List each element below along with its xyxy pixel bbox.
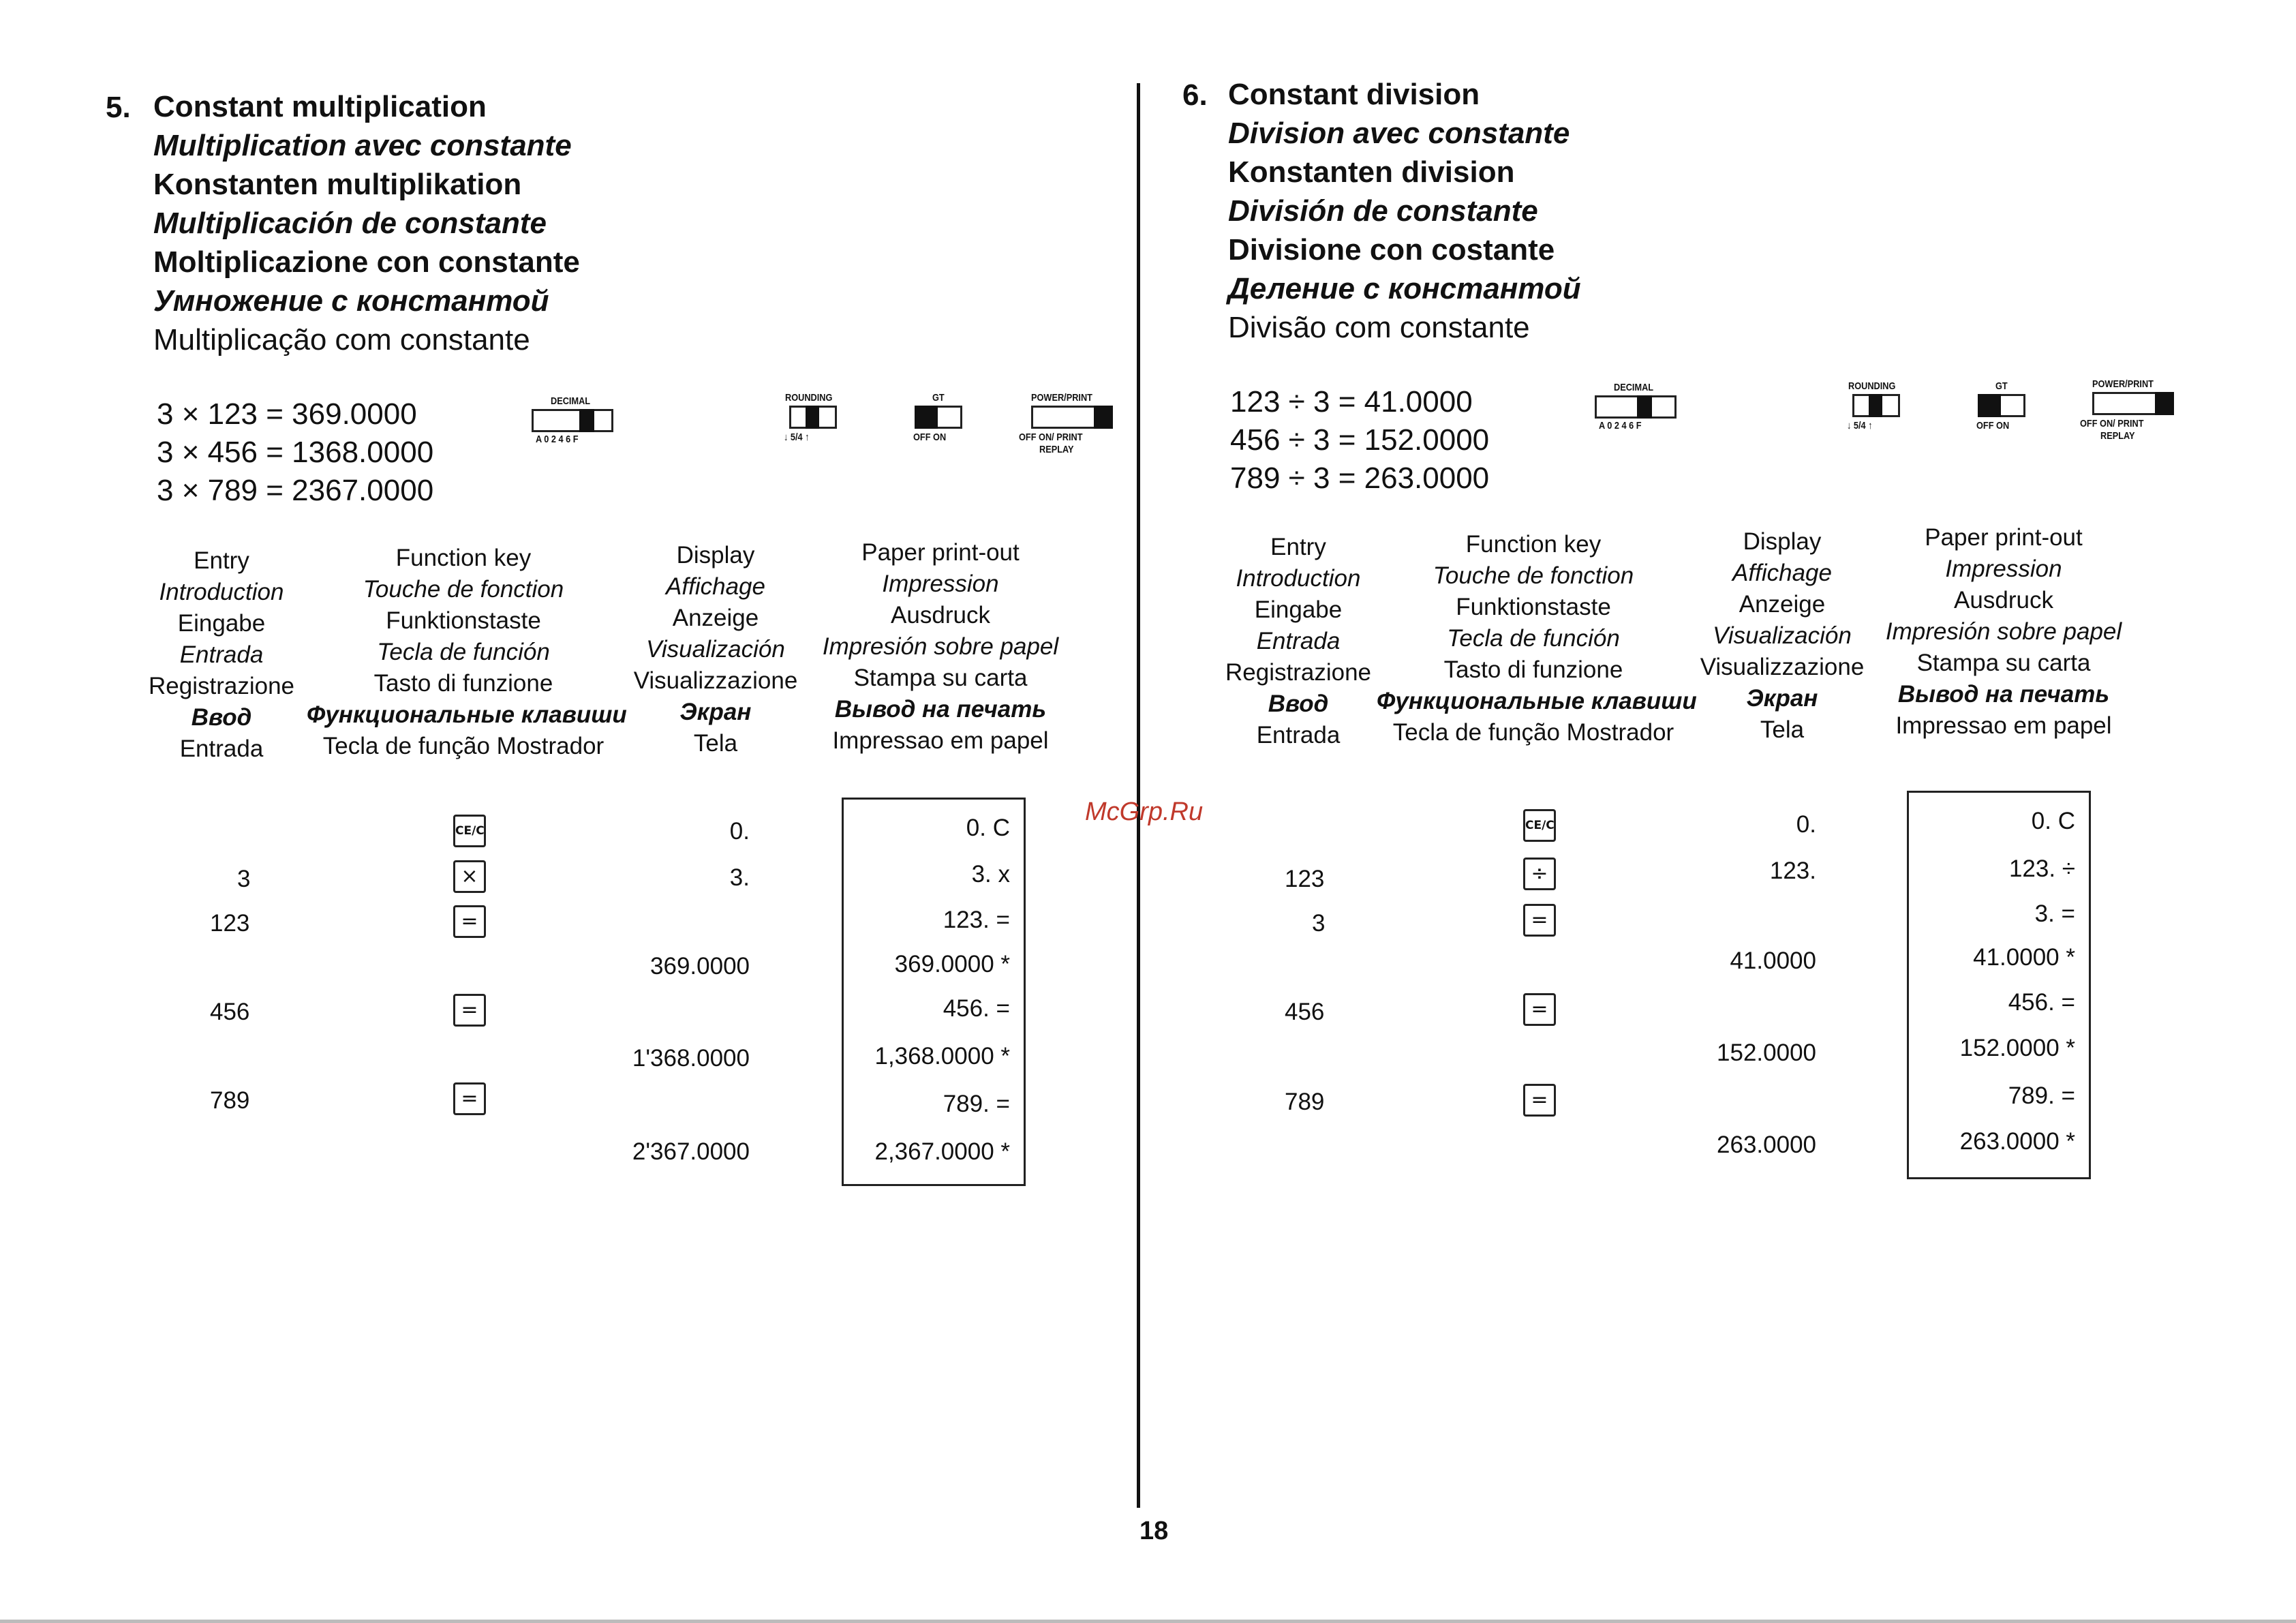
display-value: 0. [729,818,750,845]
paper-tape [842,798,1026,1186]
tape-line: 456. = [2008,989,2075,1016]
header-text: Ввод [1268,691,1329,717]
title-ru: Деление с константой [1228,272,1581,305]
header-text: Visualizzazione [1700,654,1865,680]
equals-key: = [1523,1084,1556,1117]
header-text: Display [1743,528,1822,555]
header-text: Impresión sobre papel [1885,618,2122,645]
equation: 123 ÷ 3 = 41.0000 [1230,385,1473,419]
tape-line: 0. C [966,815,1010,841]
header-text: Visualización [1713,622,1852,649]
display-value: 152.0000 [1717,1040,1816,1066]
tape-line: 1,368.0000 * [874,1043,1010,1070]
header-text: Anzeige [672,605,759,631]
header-text: Stampa su carta [853,665,1028,691]
function-key-header [307,543,627,762]
example-equations [157,395,433,510]
tape-line: 152.0000 * [1959,1035,2075,1061]
ce-c-key: CE/C [1523,809,1556,842]
entry-header [136,545,307,765]
equation: 3 × 789 = 2367.0000 [157,474,434,507]
entry-value: 3 [237,866,251,892]
example-equations [1230,383,1489,498]
header-text: Paper print-out [1925,524,2083,551]
title-de: Konstanten division [1228,155,1515,189]
title-en: Constant division [1228,78,1480,111]
header-text: Display [676,542,755,568]
header-text: Вывод на печать [1897,681,2110,708]
page-number: 18 [1139,1517,1169,1545]
tape-line: 3. x [971,861,1010,888]
header-text: Функциональные клавиши [1377,688,1697,714]
header-text: Entrada [1256,722,1341,748]
entry-header [1213,532,1383,751]
equals-key: = [453,1082,486,1115]
display-value: 263.0000 [1717,1132,1816,1158]
header-text: Tecla de função Mostrador [1392,719,1674,746]
print-header [1874,522,2133,742]
switch-knob [1869,394,1882,417]
entry-value: 789 [210,1087,250,1114]
header-text: Stampa su carta [1916,650,2091,676]
switch-scale: ↓ 5/4 ↑ [1847,420,1873,431]
entry-value: 789 [1285,1089,1325,1115]
switch-knob [1094,406,1113,429]
title-ru: Умножение с константой [153,284,549,318]
entry-value: 456 [1285,999,1325,1025]
tape-line: 2,367.0000 * [874,1138,1010,1165]
header-text: Tecla de função Mostrador [322,733,604,759]
switch-label: ROUNDING [1848,380,1896,392]
display-value: 0. [1796,811,1816,838]
header-text: Function key [1465,531,1602,558]
header-text: Introduction [159,579,284,605]
header-text: Ausdruck [1954,587,2053,613]
switch-sub: REPLAY [2100,430,2135,442]
header-text: Anzeige [1739,591,1826,618]
equation: 789 ÷ 3 = 263.0000 [1230,461,1490,495]
switch-knob [579,409,594,432]
switch-knob [1978,394,2001,417]
header-text: Entrada [179,641,264,668]
function-key-header [1377,529,1697,748]
switch-knob [2155,392,2174,415]
display-value: 1'368.0000 [632,1045,750,1072]
entry-value: 123 [210,910,250,937]
switch-knob [915,406,938,429]
title-fr: Multiplication avec constante [153,129,572,162]
equals-key: = [453,905,486,938]
display-value: 41.0000 [1730,947,1816,974]
switch-label: GT [932,392,945,404]
header-text: Функциональные клавиши [307,701,627,728]
header-text: Impressao em papel [832,727,1049,754]
header-text: Affichage [666,573,765,600]
switch-knob [1637,395,1652,419]
paper-tape [1907,791,2091,1179]
entry-value: 456 [210,999,250,1025]
header-text: Ausdruck [891,602,990,628]
switch-label: ROUNDING [785,392,833,404]
title-it: Moltiplicazione con constante [153,245,580,279]
column-divider [1137,83,1140,1508]
header-text: Экран [679,699,752,725]
watermark: McGrp.Ru [1085,798,1204,826]
header-text: Impressao em papel [1895,712,2112,739]
header-text: Tecla de función [377,639,550,665]
section-titles [153,87,580,359]
header-text: Tecla de función [1447,625,1620,652]
section-constant-multiplication [0,0,1118,1623]
switch-label: POWER/PRINT [2092,378,2154,390]
tape-line: 123. ÷ [2008,855,2075,882]
title-de: Konstanten multiplikation [153,168,522,201]
title-pt: Multiplicação com constante [153,323,530,357]
header-text: Entry [194,547,249,574]
title-it: Divisione con costante [1228,233,1555,267]
print-header [811,537,1070,757]
display-header [620,540,811,759]
header-text: Impresión sobre papel [822,633,1059,660]
switch-label: GT [1995,380,2008,392]
section-titles [1228,75,1581,347]
header-text: Eingabe [177,610,266,637]
display-value: 2'367.0000 [632,1138,750,1165]
header-text: Introduction [1236,565,1361,592]
header-text: Entrada [179,735,264,762]
equation: 3 × 123 = 369.0000 [157,397,417,431]
entry-value: 123 [1285,866,1325,892]
header-text: Impression [1945,556,2062,582]
display-value: 3. [729,864,750,891]
multiply-key: × [453,860,486,893]
ce-c-key: CE/C [453,815,486,847]
header-text: Registrazione [149,673,294,699]
tape-line: 456. = [943,995,1010,1022]
header-text: Visualización [646,636,785,663]
section-constant-division [1145,0,2263,1623]
header-text: Visualizzazione [633,667,798,694]
header-text: Tasto di funzione [1443,656,1623,683]
switch-label: DECIMAL [551,395,591,407]
header-text: Impression [882,571,999,597]
display-value: 369.0000 [650,953,750,980]
switch-scale: OFF ON [1976,420,2010,431]
tape-line: 369.0000 * [894,951,1010,977]
switch-slot [532,409,613,432]
switch-scale: ↓ 5/4 ↑ [784,431,810,443]
display-value: 123. [1769,858,1816,884]
switch-scale: OFF ON [913,431,947,443]
equals-key: = [1523,904,1556,937]
header-text: Eingabe [1254,596,1343,623]
header-text: Touche de fonction [1433,562,1634,589]
header-text: Paper print-out [861,539,1020,566]
tape-line: 3. = [2034,900,2075,927]
tape-line: 0. C [2031,808,2075,834]
title-en: Constant multiplication [153,90,487,123]
header-text: Entry [1270,534,1326,560]
header-text: Вывод на печать [834,696,1047,723]
tape-line: 263.0000 * [1959,1128,2075,1155]
equals-key: = [1523,993,1556,1026]
tape-line: 789. = [943,1091,1010,1117]
header-text: Function key [395,545,532,571]
display-header [1687,526,1878,746]
header-text: Экран [1746,685,1818,712]
section-number: 5. [106,91,131,124]
section-number: 6. [1182,78,1208,112]
title-fr: Division avec constante [1228,117,1570,150]
switch-sub: REPLAY [1039,444,1074,455]
title-es: División de constante [1228,194,1538,228]
switch-scale: A 0 2 4 6 F [1599,420,1642,431]
equation: 456 ÷ 3 = 152.0000 [1230,423,1490,457]
title-es: Multiplicación de constante [153,207,547,240]
switch-scale: OFF ON/ PRINT [2080,418,2144,429]
header-text: Funktionstaste [386,607,541,634]
divide-key: ÷ [1523,858,1556,890]
header-text: Tasto di funzione [373,670,553,697]
title-pt: Divisão com constante [1228,311,1530,344]
header-text: Affichage [1732,560,1832,586]
switch-scale: OFF ON/ PRINT [1019,431,1083,443]
header-text: Funktionstaste [1456,594,1611,620]
switch-label: POWER/PRINT [1031,392,1092,404]
switch-label: DECIMAL [1614,382,1654,393]
equals-key: = [453,994,486,1027]
tape-line: 123. = [943,907,1010,933]
header-text: Tela [1760,716,1805,743]
entry-value: 3 [1312,910,1326,937]
header-text: Touche de fonction [363,576,564,603]
header-text: Ввод [191,704,252,731]
switch-slot [1595,395,1677,419]
tape-line: 41.0000 * [1973,944,2075,971]
header-text: Entrada [1256,628,1341,654]
tape-line: 789. = [2008,1082,2075,1109]
switch-knob [806,406,819,429]
equation: 3 × 456 = 1368.0000 [157,436,434,469]
header-text: Registrazione [1225,659,1371,686]
header-text: Tela [693,730,738,757]
switch-scale: A 0 2 4 6 F [536,434,579,445]
